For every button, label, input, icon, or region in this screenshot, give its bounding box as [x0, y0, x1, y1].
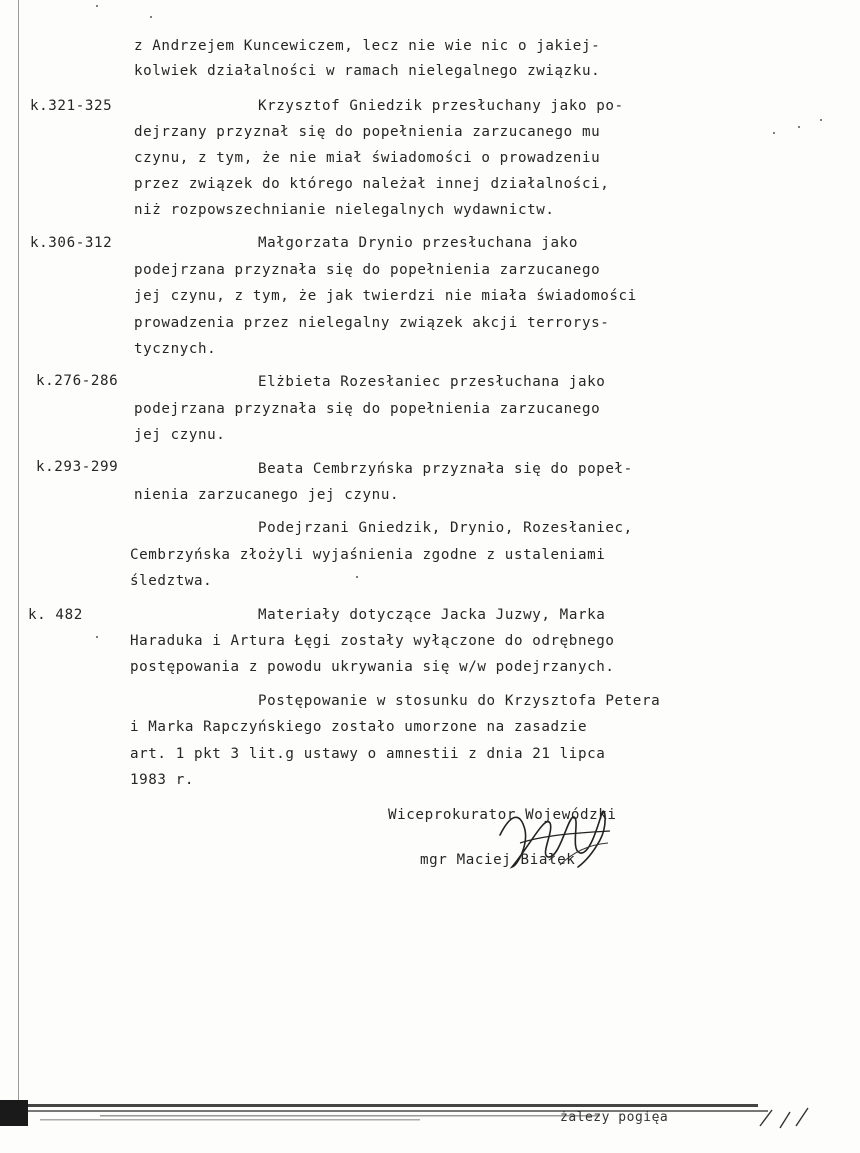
scan-speck	[96, 636, 98, 638]
scan-speck	[356, 576, 358, 578]
text-line: śledztwa.	[130, 573, 213, 589]
text-line: Podejrzani Gniedzik, Drynio, Rozesłaniec,	[258, 520, 633, 536]
case-reference: k.276-286	[36, 373, 119, 389]
text-line: Haraduka i Artura Łęgi zostały wyłączone do odrębnego	[130, 633, 615, 649]
scan-speck	[820, 119, 822, 121]
case-reference: k.321-325	[30, 98, 113, 114]
text-line: kolwiek działalności w ramach nielegalnego związku.	[134, 63, 601, 79]
case-reference: k. 482	[28, 607, 83, 623]
scan-speck	[773, 132, 775, 134]
text-line: Postępowanie w stosunku do Krzysztofa Petera	[258, 693, 661, 709]
text-line: Elżbieta Rozesłaniec przesłuchana jako	[258, 374, 606, 390]
text-line: prowadzenia przez nielegalny związek akcji terrorys-	[134, 315, 610, 331]
text-line: dejrzany przyznał się do popełnienia zarzucanego mu	[134, 124, 601, 140]
text-line: przez związek do którego należał innej działalności,	[134, 176, 610, 192]
text-line: jej czynu.	[134, 427, 226, 443]
text-line: nienia zarzucanego jej czynu.	[134, 487, 400, 503]
text-line: podejrzana przyznała się do popełnienia zarzucanego	[134, 262, 601, 278]
text-line: z Andrzejem Kuncewiczem, lecz nie wie nic o jakiej-	[134, 38, 601, 54]
text-line: 1983 r.	[130, 772, 194, 788]
left-margin-line	[18, 0, 19, 1100]
case-reference: k.293-299	[36, 459, 119, 475]
text-line: jej czynu, z tym, że jak twierdzi nie miała świadomości	[134, 288, 637, 304]
handwritten-signature	[490, 795, 630, 885]
scan-speck	[150, 16, 152, 18]
text-line: czynu, z tym, że nie miał świadomości o prowadzeniu	[134, 150, 601, 166]
text-line: art. 1 pkt 3 lit.g ustawy o amnestii z dnia 21 lipca	[130, 746, 606, 762]
case-reference: k.306-312	[30, 235, 113, 251]
text-line: Beata Cembrzyńska przyznała się do popeł-	[258, 461, 633, 477]
signatory-name: mgr Maciej Białek	[420, 852, 576, 868]
signatory-title: Wiceprokurator Wojewódzki	[388, 807, 617, 823]
text-line: i Marka Rapczyńskiego zostało umorzone na zasadzie	[130, 719, 588, 735]
scan-speck	[798, 126, 800, 128]
scan-speck	[96, 5, 98, 7]
text-line: tycznych.	[134, 341, 217, 357]
text-line: Materiały dotyczące Jacka Juzwy, Marka	[258, 607, 606, 623]
text-line: Małgorzata Drynio przesłuchana jako	[258, 235, 578, 251]
text-line: Cembrzyńska złożyli wyjaśnienia zgodne z ustaleniami	[130, 547, 606, 563]
text-line: Krzysztof Gniedzik przesłuchany jako po-	[258, 98, 624, 114]
text-line: postępowania z powodu ukrywania się w/w podejrzanych.	[130, 659, 615, 675]
footer-fragment-text: żalezy pogięa	[560, 1110, 669, 1125]
text-line: podejrzana przyznała się do popełnienia zarzucanego	[134, 401, 601, 417]
scan-edge-band	[0, 1098, 860, 1130]
text-line: niż rozpowszechnianie nielegalnych wydawnictw.	[134, 202, 555, 218]
